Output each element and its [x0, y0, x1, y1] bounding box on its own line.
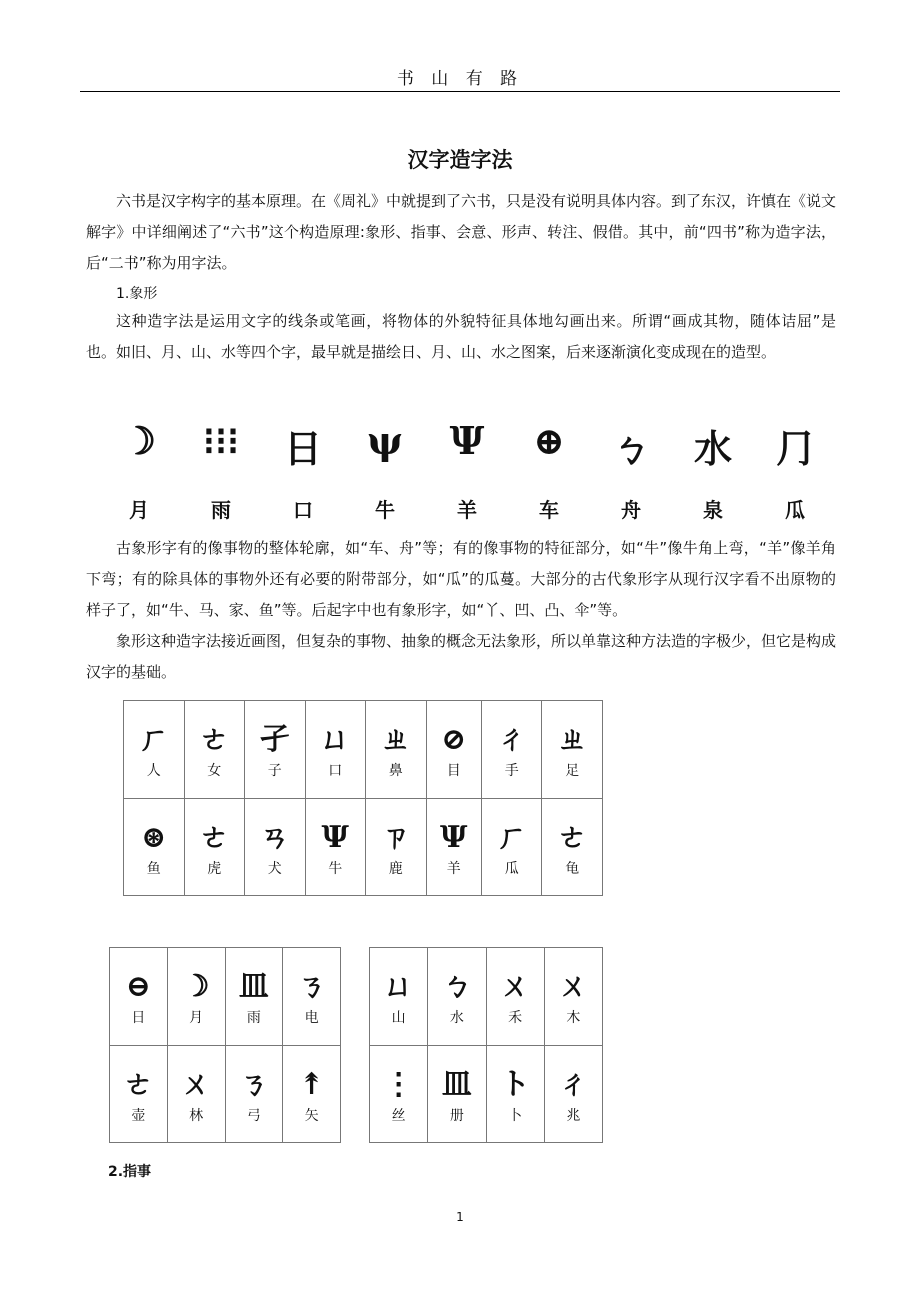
ancient-glyph: ㄩ: [383, 969, 414, 1005]
glyph-cell: [225, 948, 283, 1046]
ancient-glyph: ㄨ: [181, 1066, 212, 1102]
ancient-glyph: ⊘: [441, 722, 467, 758]
modern-character-label: 龟: [565, 860, 580, 877]
ancient-glyph: ㄢ: [259, 819, 290, 855]
modern-character-label: 牛: [328, 860, 343, 877]
modern-character-label: 子: [267, 763, 282, 780]
ancient-glyph: ㄏ: [496, 819, 527, 855]
modern-character-label: 鹿: [388, 860, 403, 877]
ancient-glyph: ⊛: [141, 819, 167, 855]
intro-paragraph: 六书是汉字构字的基本原理。在《周礼》中就提到了六书，只是没有说明具体内容。到了东汉，许慎在《说文解字》中详细阐述了“六书”这个构造原理:象形、指事、会意、形声、转注、假借。其中，前“四书”称为造字法，后“二书”称为用字法。: [86, 192, 837, 272]
glyph-cell: [184, 798, 245, 896]
modern-character-label: 林: [189, 1107, 204, 1124]
pictograph-paragraph-3: 象形这种造字法接近画图，但复杂的事物、抽象的概念无法象形，所以单靠这种方法造的字极少，但它是构成汉字的基础。: [86, 632, 837, 681]
glyph-cell: [542, 701, 603, 799]
ancient-glyph: ㄜ: [199, 722, 230, 758]
glyph-cell: [486, 948, 544, 1046]
modern-character-label: 水: [449, 1010, 464, 1027]
glyph-cell: [305, 701, 366, 799]
modern-character-label: 雨: [246, 1010, 261, 1027]
ancient-glyph: ㄋ: [238, 1066, 269, 1102]
ancient-glyph: ト: [500, 1066, 531, 1102]
glyph-cell: [225, 1045, 283, 1143]
modern-character-label: 手: [504, 763, 519, 780]
modern-character-label: 木: [566, 1010, 581, 1027]
ancient-glyph: ㄅ: [441, 969, 472, 1005]
modern-character-label: 瓜: [785, 498, 805, 522]
ancient-glyph: ㄏ: [138, 722, 169, 758]
modern-character-label: 目: [446, 763, 461, 780]
ancient-glyph: ⋮: [383, 1066, 414, 1102]
glyph-cell: [283, 948, 341, 1046]
ancient-glyph: ㄜ: [199, 819, 230, 855]
glyph-cell: [426, 798, 481, 896]
ancient-glyph: ㄓ: [380, 722, 411, 758]
glyph-cell: [283, 1045, 341, 1143]
glyph-cell: [370, 948, 428, 1046]
glyph-cell: [110, 948, 168, 1046]
ancient-glyph: ㄓ: [557, 722, 588, 758]
modern-character-label: 足: [565, 763, 580, 780]
glyph-cell: [486, 1045, 544, 1143]
modern-character-label: 羊: [457, 498, 477, 522]
glyph-cell: [245, 701, 306, 799]
table-row: [124, 701, 603, 799]
section-heading-2: 2.指事: [108, 1164, 152, 1180]
ancient-glyph: ㄔ: [496, 722, 527, 758]
modern-character-label: 舟: [621, 498, 641, 522]
ancient-glyph: ⽫: [238, 969, 269, 1005]
table-row: [124, 798, 603, 896]
section-heading-1: 1.象形: [116, 286, 158, 302]
modern-character-label: 口: [293, 498, 313, 522]
glyph-cell: [481, 798, 542, 896]
ancient-glyph: Ψ: [449, 418, 485, 463]
ancient-glyph: ㄅ: [611, 426, 650, 471]
modern-character-label: 日: [131, 1010, 146, 1027]
ancient-glyph: ⽔: [693, 426, 732, 471]
glyph-cell: [124, 701, 185, 799]
glyph-cell: [366, 701, 427, 799]
modern-character-label: 牛: [375, 498, 395, 522]
modern-character-label: 丝: [391, 1107, 406, 1124]
modern-character-label: 女: [207, 763, 222, 780]
modern-character-label: 瓜: [504, 860, 519, 877]
page-number: 1: [456, 1210, 464, 1224]
glyph-cell: [305, 798, 366, 896]
glyph-cell: [110, 1045, 168, 1143]
table-row: [370, 1045, 603, 1143]
pictograph-table-objects: [369, 947, 603, 1143]
glyph-cell: [426, 701, 481, 799]
ancient-glyph: ↟: [299, 1066, 325, 1102]
ancient-glyph: ㄔ: [558, 1066, 589, 1102]
ancient-glyph: ㄜ: [123, 1066, 154, 1102]
modern-character-label: 电: [304, 1010, 319, 1027]
modern-character-label: 羊: [446, 860, 461, 877]
ancient-glyph: ㄜ: [557, 819, 588, 855]
ancient-glyph: 日: [283, 426, 322, 471]
ancient-glyph: ㄋ: [296, 969, 327, 1005]
modern-character-label: 月: [129, 498, 149, 522]
modern-character-label: 册: [449, 1107, 464, 1124]
ancient-glyph: ㄨ: [500, 969, 531, 1005]
table-row: [110, 1045, 341, 1143]
ancient-glyph: ⊕: [533, 418, 565, 463]
page-header: 书 山 有 路: [396, 69, 524, 89]
glyph-cell: [428, 1045, 486, 1143]
modern-character-label: 犬: [267, 860, 282, 877]
ancient-glyph: ☽: [182, 969, 210, 1005]
table-row: [370, 948, 603, 1046]
modern-character-label: 兆: [566, 1107, 581, 1124]
modern-character-label: 雨: [211, 498, 231, 522]
header-divider: [80, 91, 840, 92]
glyph-cell: [542, 798, 603, 896]
glyph-cell: [124, 798, 185, 896]
ancient-glyph: ⊖: [125, 969, 151, 1005]
glyph-cell: [370, 1045, 428, 1143]
modern-character-label: 壶: [131, 1107, 146, 1124]
ancient-glyph: ㄗ: [380, 819, 411, 855]
modern-character-label: 鼻: [388, 763, 403, 780]
glyph-cell: [167, 948, 225, 1046]
pictograph-table-nature: [109, 947, 341, 1143]
glyph-cell: [481, 701, 542, 799]
glyph-cell: [366, 798, 427, 896]
modern-character-label: 矢: [304, 1107, 319, 1124]
modern-character-label: 禾: [508, 1010, 523, 1027]
modern-character-label: 卜: [508, 1107, 523, 1124]
glyph-cell: [544, 1045, 602, 1143]
modern-character-label: 泉: [703, 498, 723, 522]
glyph-cell: [184, 701, 245, 799]
ancient-glyph: ⁝⁝⁝: [202, 418, 240, 463]
glyph-cell: [428, 948, 486, 1046]
ancient-glyph: ⽫: [441, 1066, 472, 1102]
modern-character-label: 鱼: [146, 860, 161, 877]
pictograph-paragraph-2: 古象形字有的像事物的整体轮廓，如“车、舟”等；有的像事物的特征部分，如“牛”像牛角上弯，“羊”像羊角下弯；有的除具体的事物外还有必要的附带部分，如“瓜”的瓜蔓。大部分的古代象形字从现行汉字看不出原物的样子了，如“牛、马、家、鱼”等。后起字中也有象形字，如“丫、凹、凸、伞”等。: [86, 539, 836, 619]
glyph-cell: [544, 948, 602, 1046]
modern-character-label: 口: [328, 763, 343, 780]
glyph-cell: [167, 1045, 225, 1143]
modern-character-label: 车: [539, 498, 559, 522]
modern-character-label: 虎: [207, 860, 222, 877]
table-row: [110, 948, 341, 1046]
ancient-glyph: ㄩ: [320, 722, 351, 758]
ancient-glyph: 孑: [259, 722, 290, 758]
modern-character-label: 月: [189, 1010, 204, 1027]
modern-character-label: 弓: [246, 1107, 261, 1124]
ancient-glyph: Ψ: [321, 819, 349, 855]
ancient-glyph: ψ: [367, 418, 403, 463]
ancient-glyph: ⺆: [775, 426, 814, 471]
modern-character-label: 人: [146, 763, 161, 780]
ancient-glyph: ☽: [121, 418, 157, 463]
pictograph-table-body: [123, 700, 603, 896]
modern-character-label: 山: [391, 1010, 406, 1027]
ancient-glyph: ㄨ: [558, 969, 589, 1005]
pictograph-paragraph-1: 这种造字法是运用文字的线条或笔画，将物体的外貌特征具体地勾画出来。所谓“画成其物，随体诘屈”是也。如旧、月、山、水等四个字，最早就是描绘日、月、山、水之图案，后来逐渐演化变成现在的造型。: [86, 312, 836, 361]
document-title: 汉字造字法: [407, 148, 513, 172]
pictograph-strip: [94, 408, 840, 530]
ancient-glyph: Ψ: [440, 819, 468, 855]
glyph-cell: [245, 798, 306, 896]
